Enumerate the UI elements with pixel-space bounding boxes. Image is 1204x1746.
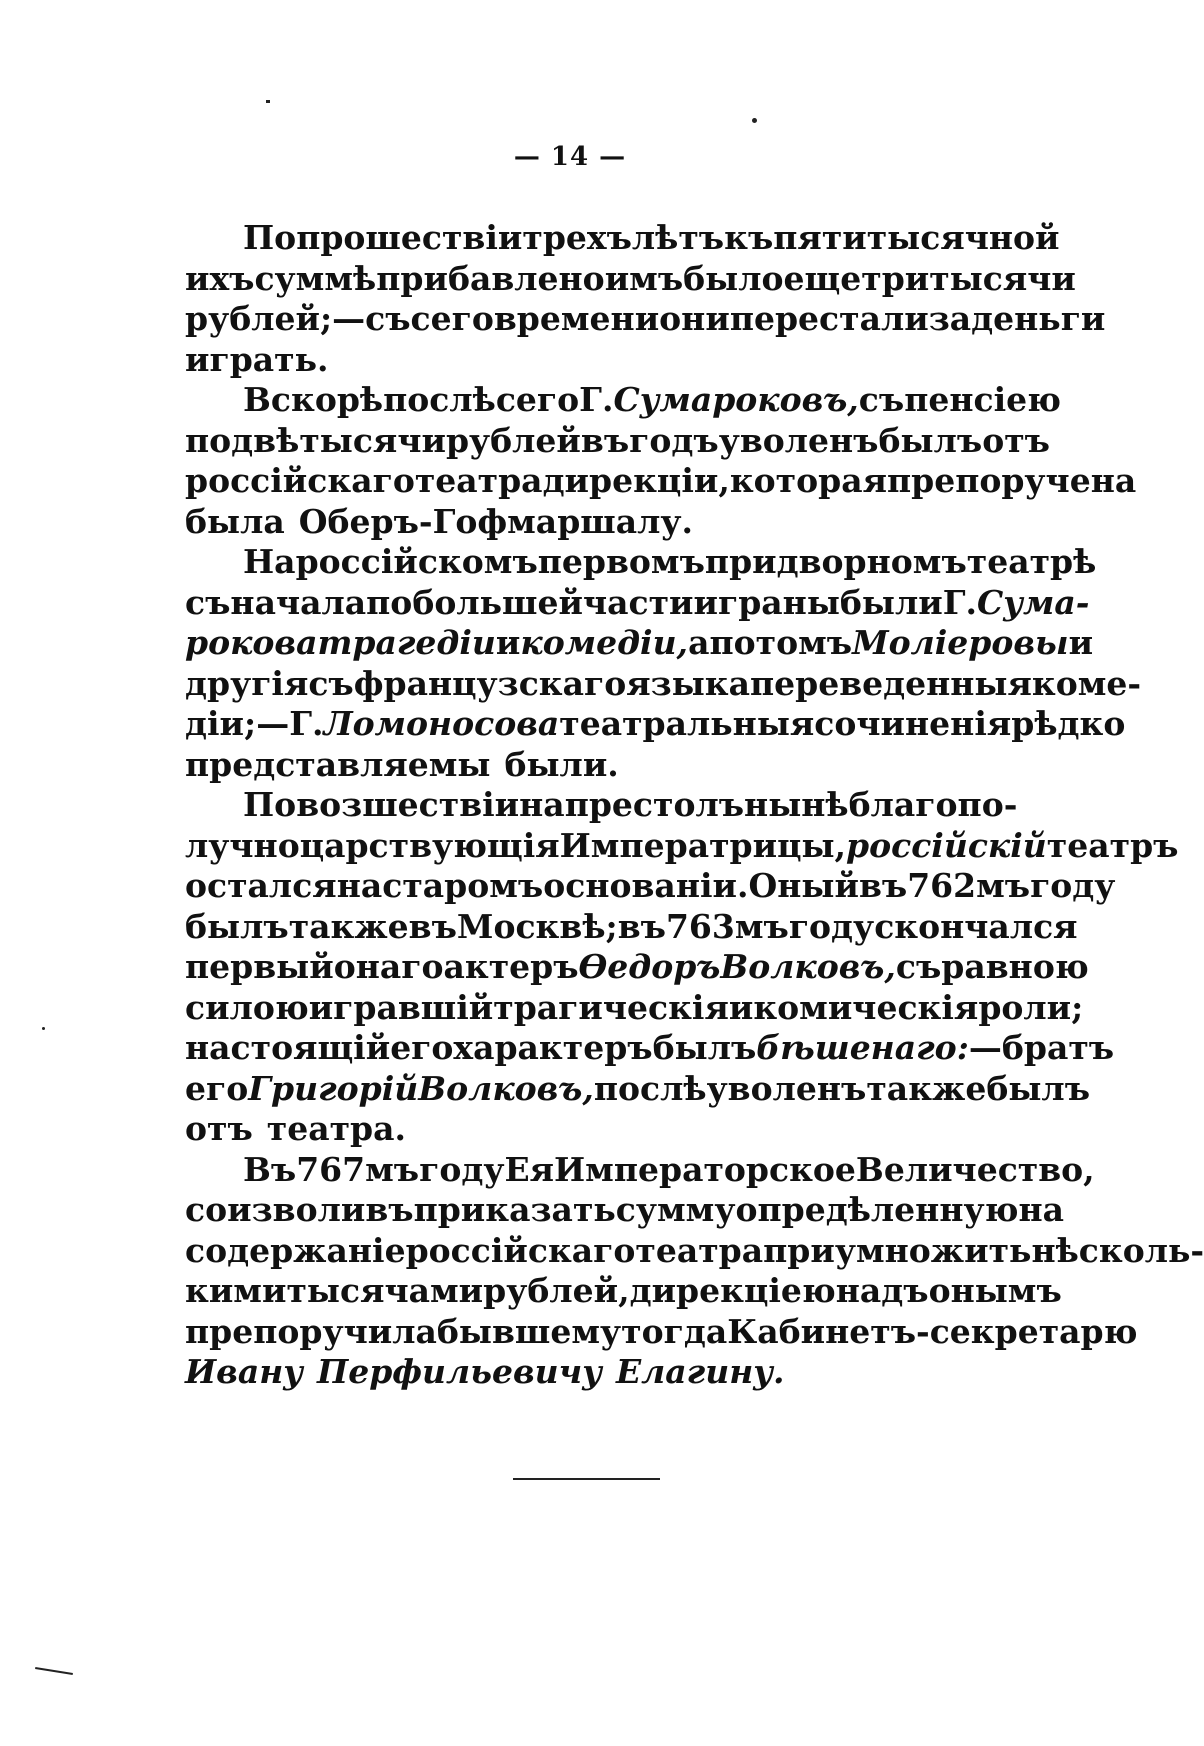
text-line [185, 502, 995, 543]
word: Өедоръ [578, 947, 721, 986]
word: пятитысячной [773, 218, 1060, 257]
word: двѣ [231, 420, 300, 460]
word: бѣшенаго: [756, 1028, 969, 1067]
body-text [185, 218, 1204, 1393]
word: на [519, 785, 565, 824]
word: По [243, 218, 297, 257]
word: нѣсколь- [1031, 1230, 1204, 1270]
text-line [185, 1311, 1138, 1353]
word: французскаго [353, 663, 627, 703]
word: также [866, 1068, 987, 1108]
word: сего [495, 380, 580, 419]
word: тысячи [299, 420, 446, 460]
word: характеръ [453, 1028, 653, 1067]
word: былъ [652, 1028, 757, 1067]
word: Оберъ-Гофмаршалу. [298, 501, 693, 541]
word: тысячи [929, 258, 1076, 298]
word: было [683, 258, 784, 298]
word: представляемы [185, 744, 491, 784]
word: рѣдко [1011, 704, 1126, 743]
scan-speck [752, 118, 757, 123]
word: онымъ [928, 1271, 1062, 1310]
word: въ [408, 906, 457, 946]
word: съ [858, 380, 905, 419]
text-line [185, 1230, 1204, 1272]
scan-speck [266, 100, 270, 103]
word: которая [729, 461, 887, 500]
word: Г. [942, 582, 978, 622]
text-line [185, 1190, 1064, 1231]
word: еще [783, 258, 862, 298]
text-line [185, 1068, 1091, 1110]
word: и [1068, 623, 1094, 662]
word: театра [414, 461, 543, 500]
word: на [336, 866, 383, 905]
word: послѣ [383, 380, 496, 419]
word: опредѣленную [735, 1190, 1019, 1229]
word: 762 [907, 866, 977, 905]
word: первый [185, 947, 334, 986]
word: — [968, 1028, 1002, 1067]
closing-rule [513, 1478, 660, 1480]
text-line [185, 582, 1090, 624]
word: были. [504, 744, 619, 784]
word: переведенныя [749, 663, 1032, 703]
word: Г. [579, 380, 614, 419]
word: кими [185, 1271, 287, 1310]
word: роли; [978, 987, 1084, 1027]
word: старомъ [382, 866, 544, 905]
word: возшествіи [296, 785, 520, 824]
word: потомъ [709, 623, 853, 662]
word: нынѣ [744, 785, 849, 824]
word: ихъ [185, 258, 255, 298]
word: Моліеровы [852, 623, 1069, 662]
word: братъ [1001, 1028, 1115, 1067]
word: перестали [729, 299, 929, 338]
word: діи;—Г. [185, 704, 324, 743]
word: по [185, 420, 232, 460]
text-line [185, 987, 1084, 1029]
word: силою [185, 987, 309, 1027]
text-line [185, 1149, 1095, 1191]
word: мъ [976, 866, 1031, 905]
word: театра. [266, 1109, 406, 1148]
word: Въ [243, 1149, 297, 1189]
word: съ [308, 663, 354, 703]
word: Ломоносова [323, 704, 560, 743]
text-line [185, 663, 1142, 705]
page-number: — 14 — [513, 142, 627, 172]
scan-stroke [35, 1667, 73, 1675]
word: Григорій [248, 1068, 419, 1108]
word: отъ [185, 1109, 253, 1148]
word: рублей [445, 420, 581, 460]
word: былъ [878, 420, 983, 460]
word: Сумароковъ, [613, 380, 859, 419]
word: играны [693, 582, 840, 622]
word: надъ [835, 1271, 929, 1310]
word: препоручена [886, 461, 1137, 500]
word: театральныя [559, 704, 815, 743]
word: его [390, 1028, 454, 1067]
word: имъ [604, 258, 684, 298]
word: и [728, 987, 754, 1027]
word: настоящій [185, 1028, 391, 1067]
text-line [185, 340, 995, 381]
word: пенсіею [904, 380, 1061, 419]
word: съ [185, 582, 231, 622]
word: его [185, 1068, 249, 1108]
word: по [366, 582, 413, 622]
word: препоручила [185, 1311, 437, 1351]
word: годъ [629, 420, 719, 460]
word: и [495, 623, 521, 662]
text-line [185, 1028, 1115, 1069]
word: а [688, 623, 710, 662]
word: По [243, 785, 297, 824]
text-line [185, 947, 1089, 988]
word: рокова [185, 623, 318, 662]
word: году [788, 906, 875, 946]
word: 763 [665, 906, 735, 946]
word: дирекціею [629, 1271, 836, 1310]
text-line [185, 785, 1018, 826]
word: Кабинетъ-секретарю [727, 1311, 1138, 1351]
text-line [185, 542, 1097, 583]
word: сумму [615, 1190, 736, 1229]
word: тысячами [286, 1271, 484, 1310]
word: три [861, 258, 930, 298]
word: тогда [621, 1311, 728, 1351]
word: комическія [753, 987, 979, 1027]
word: рублей;—съ [185, 299, 411, 338]
word: были [839, 582, 943, 622]
word: Волковъ, [720, 947, 896, 986]
word: царствующія [299, 825, 560, 865]
word: приумножить [763, 1230, 1032, 1270]
word: уволенъ [718, 420, 879, 460]
word: прибавлено [376, 258, 605, 298]
word: онаго [333, 947, 444, 986]
word: начала [230, 582, 367, 622]
word: Сума- [977, 582, 1090, 622]
word: 767 [296, 1149, 366, 1189]
word: прошествіи [296, 218, 523, 257]
text-line [185, 218, 1060, 259]
word: благопо- [848, 785, 1018, 824]
text-line [185, 461, 1137, 502]
word: въ [617, 906, 666, 946]
word: Волковъ, [418, 1068, 594, 1108]
word: приказать [413, 1190, 616, 1229]
word: театръ [1046, 825, 1179, 865]
text-line [185, 704, 1126, 745]
text-line [185, 420, 1050, 462]
word: къ [724, 218, 774, 257]
word: языка [626, 663, 750, 703]
word: трагедіи [317, 623, 496, 662]
word: другія [185, 663, 309, 703]
word: лучно [185, 825, 300, 865]
word: въ [858, 866, 908, 905]
word: равною [941, 947, 1089, 986]
word: большей [412, 582, 583, 622]
word: также [288, 906, 409, 946]
text-line [185, 1352, 995, 1393]
word: первомъ [537, 542, 705, 581]
word: послѣ [593, 1068, 707, 1108]
word: мъ [365, 1149, 420, 1189]
word: россійскаго [185, 461, 415, 500]
text-line [185, 745, 995, 786]
word: дирекціи, [542, 461, 730, 500]
word: отъ [982, 420, 1050, 460]
text-line [185, 380, 1061, 421]
word: трагическія [493, 987, 729, 1027]
word: на [1018, 1190, 1064, 1229]
word: они [659, 299, 730, 338]
word: основаніи. [543, 866, 749, 905]
word: россійскаго [405, 1230, 636, 1270]
word: Оный [748, 866, 859, 905]
word: россійскій [846, 825, 1047, 865]
word: за [928, 299, 972, 338]
word: Ивану [185, 1352, 304, 1391]
word: деньги [971, 299, 1106, 338]
word: престолъ [564, 785, 745, 824]
word: Величество, [855, 1149, 1095, 1189]
word: году [1030, 866, 1116, 905]
word: былъ [986, 1068, 1091, 1108]
text-line [185, 623, 1094, 664]
word: Вскорѣ [243, 380, 384, 419]
text-line [185, 906, 1078, 948]
word: былъ [185, 906, 289, 946]
word: На [243, 542, 296, 581]
word: Москвѣ; [456, 906, 618, 946]
word: суммѣ [254, 258, 377, 298]
word: части [582, 582, 694, 622]
word: съ [895, 947, 942, 986]
text-line [185, 866, 1116, 907]
text-line [185, 299, 1106, 340]
word: скончался [874, 906, 1078, 946]
word: Елагину. [615, 1352, 785, 1391]
word: остался [185, 866, 337, 905]
word: актеръ [443, 947, 579, 986]
word: Перфильевичу [317, 1352, 602, 1391]
word: была [185, 501, 285, 541]
word: содержаніе [185, 1230, 406, 1270]
word: комедіи, [520, 623, 689, 662]
word: уволенъ [706, 1068, 867, 1108]
word: мъ [734, 906, 789, 946]
word: Императорское [554, 1149, 856, 1189]
word: театра [635, 1230, 764, 1270]
word: Императрицы, [559, 825, 847, 865]
text-line [185, 258, 1076, 300]
text-line [185, 1271, 1062, 1312]
word: играть. [185, 339, 329, 379]
word: соизволивъ [185, 1190, 414, 1229]
word: рублей, [483, 1271, 630, 1310]
word: театрѣ [966, 542, 1097, 581]
word: сочиненія [814, 704, 1012, 743]
word: Ея [504, 1149, 554, 1189]
word: придворномъ [704, 542, 967, 581]
scan-speck [42, 1027, 45, 1030]
word: году [419, 1149, 505, 1189]
word: времени [493, 299, 660, 338]
word: коме- [1031, 663, 1142, 703]
word: лѣтъ [631, 218, 725, 257]
word: россійскомъ [295, 542, 538, 581]
text-line [185, 825, 1179, 867]
word: игравшій [308, 987, 494, 1027]
word: бывшему [436, 1311, 622, 1351]
word: трехъ [522, 218, 632, 257]
text-line [185, 1109, 995, 1150]
word: въ [580, 420, 630, 460]
word: сего [410, 299, 494, 338]
